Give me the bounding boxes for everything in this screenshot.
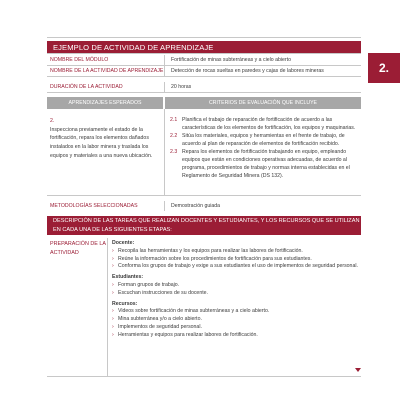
row-label: DURACIÓN DE LA ACTIVIDAD xyxy=(47,82,165,92)
list-item: › Conforma los grupos de trabajo y exige a sus estudiantes el uso de implementos de seguridad personal. xyxy=(112,263,360,271)
criterio-item xyxy=(170,117,360,133)
criterio-number: 2.2 xyxy=(170,133,178,139)
row-value: Detección de rocas sueltas en paredes y cajas de labores mineras xyxy=(171,68,324,74)
criterio-number: 2.3 xyxy=(170,149,178,155)
list-item: › Recopila las herramientas y los equipos para realizar las labores de fortificación. xyxy=(112,248,360,256)
list-item: › Mina subterránea y/o a cielo abierto. xyxy=(112,316,360,324)
aprendizaje-text: Inspecciona previamente el estado de la fortificación, repara los elementos dañados instalados en la labor minera y traslada los equipos y materiales a una nueva ubicación. xyxy=(50,126,153,159)
aprendizaje-number: 2. xyxy=(50,118,55,124)
recursos-heading: Recursos: xyxy=(112,300,138,307)
list-item: › Implementos de seguridad personal. xyxy=(112,324,360,332)
criterio-text: Sitúa los materiales, equipos y herramientas en el frente de trabajo, de acuerdo al plan de reparación de elementos de fortificación recibido. xyxy=(182,133,345,147)
list-item: › Herramientas y equipos para realizar labores de fortificación. xyxy=(112,332,360,340)
list-item: › Escuchan instrucciones de su docente. xyxy=(112,290,360,298)
preparacion-label: PREPARACIÓN DE LA ACTIVIDAD xyxy=(50,241,106,256)
row-actividad xyxy=(47,66,361,77)
row-modulo xyxy=(47,55,361,66)
column-divider xyxy=(164,109,165,195)
descripcion-banner: DESCRIPCIÓN DE LAS TAREAS QUE REALIZAN DOCENTES Y ESTUDIANTES, Y LOS RECURSOS QUE SE UTILIZAN EN CADA UNA DE LAS SIGUIENTES ETAPAS: xyxy=(47,216,361,235)
docente-heading: Docente: xyxy=(112,240,135,246)
estudiantes-heading: Estudiantes: xyxy=(112,274,144,281)
docente-list xyxy=(112,248,360,271)
header-criterios: CRITERIOS DE EVALUACIÓN QUE INCLUYE xyxy=(165,97,361,109)
row-value: Demostración guiada xyxy=(171,203,221,209)
bottom-divider xyxy=(47,376,361,377)
criterio-text: Repara los elementos de fortificación trabajando en equipo, empleando equipos que están en condiciones operativas adecuadas, de acuerdo al programa, procedimientos de trabajo y normas interna establecidas en el Reglamento de Seguridad Minera (DS 132). xyxy=(182,149,350,179)
list-item: › Forman grupos de trabajo. xyxy=(112,282,360,290)
preparacion-divider xyxy=(107,238,108,376)
criterio-text: Planifica el trabajo de reparación de fortificación de acuerdo a las características de los elementos de fortificación, los equipos y maquinarias. xyxy=(182,117,356,131)
row-label: NOMBRE DE LA ACTIVIDAD DE APRENDIZAJE xyxy=(47,66,165,76)
criterio-number: 2.1 xyxy=(170,117,178,123)
estudiantes-list xyxy=(112,282,360,298)
recursos-list xyxy=(112,308,360,339)
row-value: Fortificación de minas subterráneas y a cielo abierto xyxy=(171,57,291,63)
row-metodologias xyxy=(47,201,361,211)
row-value: 20 horas xyxy=(171,84,192,90)
list-item: › Videos sobre fortificación de minas subterráneas y a cielo abierto. xyxy=(112,308,360,316)
criterio-item xyxy=(170,133,360,149)
criterio-item xyxy=(170,149,360,181)
continue-arrow-icon xyxy=(355,368,361,372)
list-item: › Reúne la información sobre los procedimientos de fortificación para sus estudiantes. xyxy=(112,256,360,264)
aprendizaje-esperado xyxy=(50,117,158,161)
row-label: METODOLOGÍAS SELECCIONADAS xyxy=(47,201,165,211)
header-aprendizajes: APRENDIZAJES ESPERADOS xyxy=(47,97,163,109)
row-label: NOMBRE DEL MÓDULO xyxy=(47,55,165,65)
preparacion-content xyxy=(112,240,360,340)
row-duracion xyxy=(47,82,361,93)
section-divider xyxy=(47,195,361,196)
chapter-tab: 2. xyxy=(368,53,400,83)
activity-title: EJEMPLO DE ACTIVIDAD DE APRENDIZAJE xyxy=(47,41,361,54)
top-divider xyxy=(47,37,361,38)
